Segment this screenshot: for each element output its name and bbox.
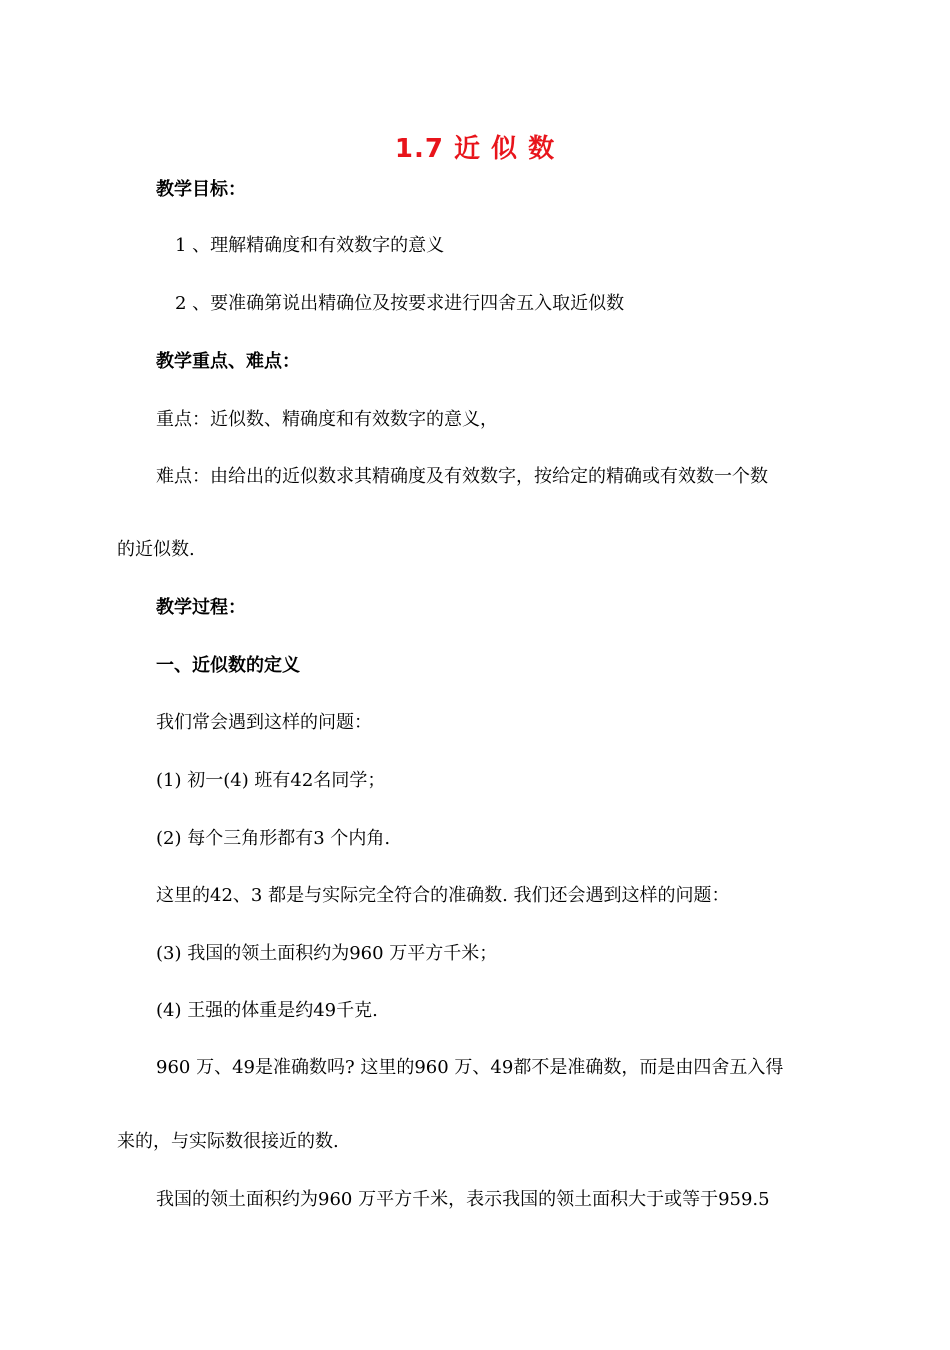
page-title: 1.7 近 似 数 [394, 134, 556, 164]
paragraph-exact: 这里的42、3 都是与实际完全符合的准确数. 我们还会遇到这样的问题： [156, 885, 730, 906]
objective-item-2: 2 、要准确第说出精确位及按要求进行四舍五入取近似数 [175, 293, 625, 314]
heading-objectives: 教学目标： [156, 179, 246, 200]
paragraph-last: 我国的领土面积约为960 万平方千米，表示我国的领土面积大于或等于959.5 [156, 1189, 770, 1210]
list-item-2: (2) 每个三角形都有3 个内角. [156, 828, 391, 849]
paragraph-intro: 我们常会遇到这样的问题： [156, 712, 372, 733]
paragraph-question-line1: 960 万、49是准确数吗? 这里的960 万、49都不是准确数，而是由四舍五入得 [156, 1057, 784, 1078]
heading-key-points: 教学重点、难点： [156, 351, 300, 372]
section-heading-1: 一、近似数的定义 [156, 655, 300, 676]
difficulty-text-line1: 难点：由给出的近似数求其精确度及有效数字，按给定的精确或有效数一个数 [156, 466, 768, 487]
key-point-text: 重点：近似数、精确度和有效数字的意义， [156, 409, 498, 430]
paragraph-question-line2: 来的，与实际数很接近的数. [117, 1131, 339, 1152]
list-item-1: (1) 初一(4) 班有42名同学； [156, 770, 386, 791]
objective-item-1: 1 、理解精确度和有效数字的意义 [175, 235, 445, 256]
difficulty-text-line2: 的近似数. [117, 539, 195, 560]
heading-process: 教学过程： [156, 597, 246, 618]
list-item-4: (4) 王强的体重是约49千克. [156, 1000, 378, 1021]
list-item-3: (3) 我国的领土面积约为960 万平方千米； [156, 943, 498, 964]
